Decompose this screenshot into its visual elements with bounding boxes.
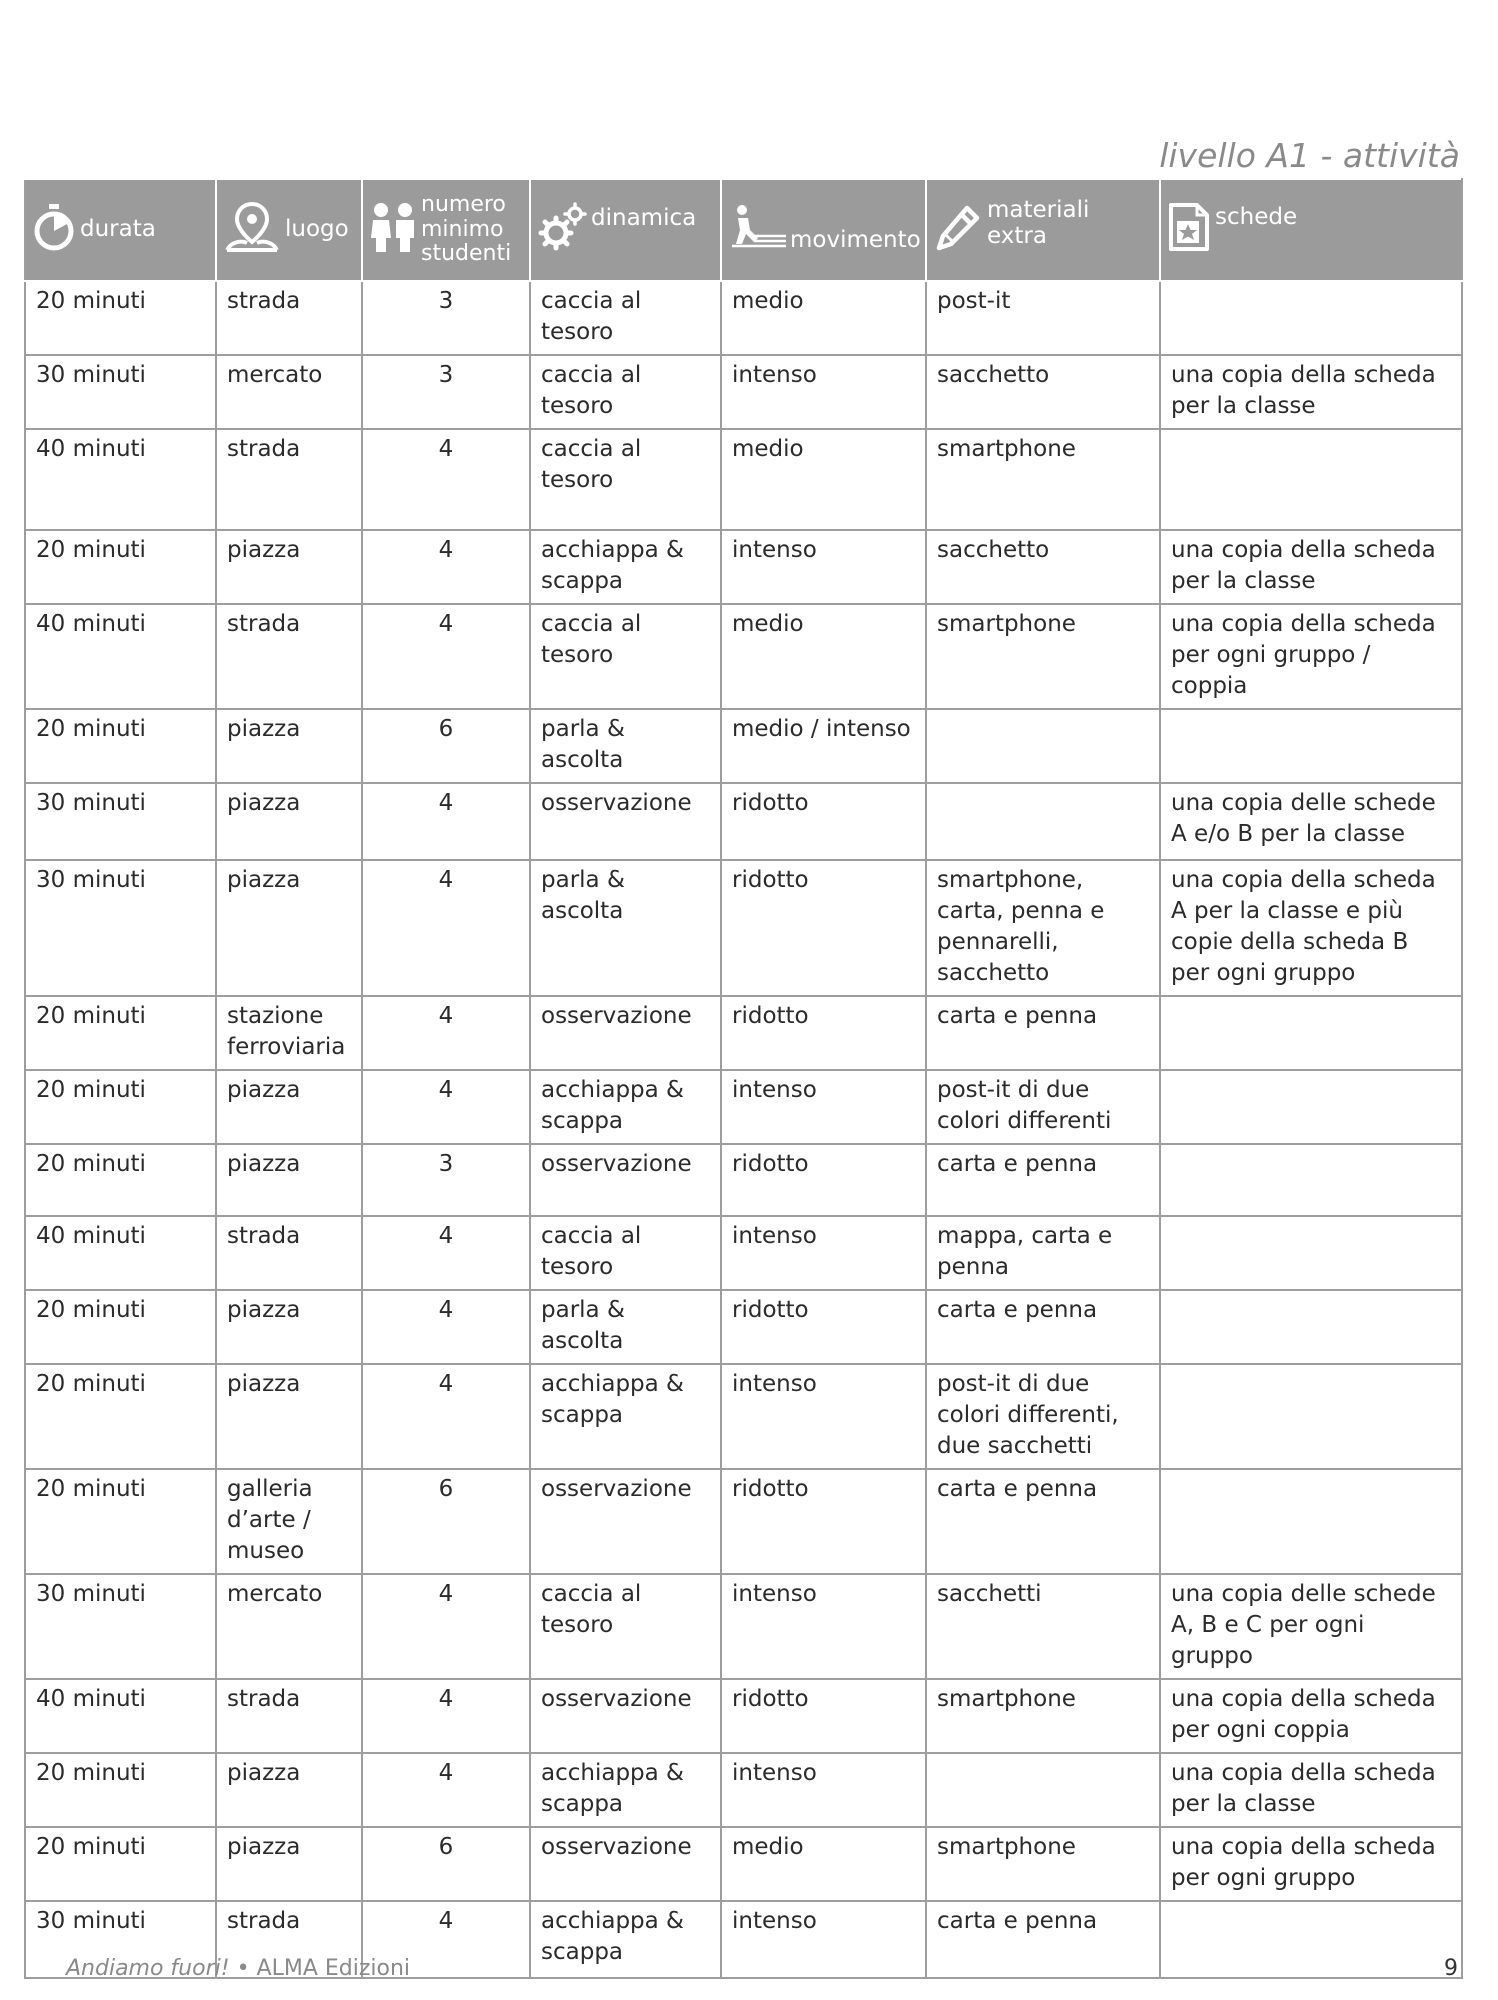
numero-cell: 6 [362,1827,530,1901]
footer-separator: • [236,1956,250,1981]
header-luogo [216,179,362,281]
schede-cell [1160,1216,1462,1290]
materiali-cell: sacchetti [926,1574,1160,1679]
durata-cell: 30 minuti [25,783,216,860]
table-row [25,1364,1462,1469]
materiali-cell: smartphone [926,1679,1160,1753]
durata-cell: 30 minuti [25,355,216,429]
footer-book-title: Andiamo fuori! [66,1956,230,1981]
schede-cell [1160,281,1462,355]
materiali-cell: carta e penna [926,1144,1160,1216]
schede-cell [1160,1364,1462,1469]
luogo-cell: piazza [216,783,362,860]
movimento-cell: medio [721,429,926,530]
schede-cell [1160,1901,1462,1978]
table-row [25,281,1462,355]
numero-cell: 6 [362,1469,530,1574]
dinamica-cell: parla & ascolta [530,860,721,996]
schede-cell [1160,429,1462,530]
durata-cell: 30 minuti [25,1574,216,1679]
movimento-cell: ridotto [721,1679,926,1753]
durata-cell: 40 minuti [25,604,216,709]
luogo-cell: piazza [216,1364,362,1469]
dinamica-cell: osservazione [530,1469,721,1574]
luogo-cell: strada [216,1216,362,1290]
materiali-cell: smartphone, carta, penna e pennarelli, sacchetto [926,860,1160,996]
schede-cell: una copia della scheda per ogni gruppo / coppia [1160,604,1462,709]
dinamica-cell: acchiappa & scappa [530,1753,721,1827]
numero-cell: 3 [362,1144,530,1216]
materiali-cell [926,783,1160,860]
luogo-cell: strada [216,604,362,709]
movimento-cell: intenso [721,1070,926,1144]
dinamica-cell: caccia al tesoro [530,1574,721,1679]
table-row [25,355,1462,429]
schede-cell [1160,1469,1462,1574]
durata-cell: 20 minuti [25,996,216,1070]
schede-cell: una copia delle schede A, B e C per ogni gruppo [1160,1574,1462,1679]
table-row [25,1753,1462,1827]
dinamica-cell: parla & ascolta [530,709,721,783]
materiali-cell: mappa, carta e penna [926,1216,1160,1290]
schede-cell [1160,996,1462,1070]
durata-cell: 30 minuti [25,1901,216,1978]
header-dinamica [530,179,721,281]
table-row [25,1216,1462,1290]
luogo-cell: piazza [216,860,362,996]
numero-cell: 4 [362,1901,530,1978]
materiali-cell: carta e penna [926,1901,1160,1978]
table-row [25,1070,1462,1144]
numero-cell: 4 [362,1574,530,1679]
running-person-icon [728,204,786,256]
header-schede [1160,179,1462,281]
materiali-cell: smartphone [926,429,1160,530]
header-label: numero minimo studenti [421,192,512,267]
dinamica-cell: parla & ascolta [530,1290,721,1364]
dinamica-cell: osservazione [530,1144,721,1216]
materiali-cell: smartphone [926,604,1160,709]
durata-cell: 20 minuti [25,1144,216,1216]
numero-cell: 4 [362,1364,530,1469]
table-row [25,429,1462,530]
table-row [25,1679,1462,1753]
durata-cell: 20 minuti [25,530,216,604]
map-pin-icon [223,200,281,260]
movimento-cell: medio [721,604,926,709]
dinamica-cell: osservazione [530,783,721,860]
movimento-cell: ridotto [721,1290,926,1364]
durata-cell: 40 minuti [25,429,216,530]
footer-publisher: ALMA Edizioni [256,1956,411,1981]
movimento-cell: intenso [721,1574,926,1679]
movimento-cell: ridotto [721,1144,926,1216]
numero-cell: 4 [362,1290,530,1364]
gears-icon [537,202,587,258]
numero-cell: 4 [362,1679,530,1753]
luogo-cell: mercato [216,355,362,429]
luogo-cell: piazza [216,1144,362,1216]
table-row [25,530,1462,604]
dinamica-cell: caccia al tesoro [530,604,721,709]
table-header-row [25,179,1462,281]
materiali-cell: carta e penna [926,1469,1160,1574]
header-materiali [926,179,1160,281]
schede-cell [1160,1144,1462,1216]
durata-cell: 20 minuti [25,1070,216,1144]
movimento-cell: medio / intenso [721,709,926,783]
header-numero [362,179,530,281]
durata-cell: 20 minuti [25,1290,216,1364]
durata-cell: 40 minuti [25,1679,216,1753]
table-row [25,604,1462,709]
movimento-cell: intenso [721,1364,926,1469]
materiali-cell: carta e penna [926,1290,1160,1364]
materiali-cell: carta e penna [926,996,1160,1070]
students-icon [369,200,417,260]
table-body [25,281,1462,1978]
numero-cell: 4 [362,860,530,996]
numero-cell: 4 [362,1753,530,1827]
movimento-cell: ridotto [721,783,926,860]
durata-cell: 30 minuti [25,860,216,996]
table-row [25,1469,1462,1574]
dinamica-cell: acchiappa & scappa [530,1901,721,1978]
dinamica-cell: osservazione [530,1679,721,1753]
numero-cell: 4 [362,604,530,709]
header-durata [25,179,216,281]
materiali-cell: post-it di due colori differenti [926,1070,1160,1144]
numero-cell: 3 [362,281,530,355]
luogo-cell: strada [216,1901,362,1978]
table-row [25,709,1462,783]
schede-cell: una copia della scheda per ogni gruppo [1160,1827,1462,1901]
header-label: materiali extra [987,197,1090,249]
table-row [25,996,1462,1070]
schede-cell: una copia della scheda A per la classe e più copie della scheda B per ogni gruppo [1160,860,1462,996]
numero-cell: 6 [362,709,530,783]
durata-cell: 20 minuti [25,281,216,355]
dinamica-cell: acchiappa & scappa [530,1070,721,1144]
table-row [25,1290,1462,1364]
luogo-cell: piazza [216,1753,362,1827]
header-label: movimento [790,227,921,254]
footer-publication [66,1956,410,1981]
numero-cell: 4 [362,530,530,604]
numero-cell: 3 [362,355,530,429]
movimento-cell: ridotto [721,996,926,1070]
durata-cell: 40 minuti [25,1216,216,1290]
dinamica-cell: osservazione [530,1827,721,1901]
luogo-cell: strada [216,281,362,355]
movimento-cell: intenso [721,1901,926,1978]
schede-cell: una copia della scheda per la classe [1160,530,1462,604]
header-label: durata [80,216,156,243]
durata-cell: 20 minuti [25,1469,216,1574]
header-label: dinamica [591,205,697,231]
schede-cell: una copia della scheda per ogni coppia [1160,1679,1462,1753]
movimento-cell: medio [721,1827,926,1901]
table-row [25,1144,1462,1216]
activities-table [24,178,1463,1979]
numero-cell: 4 [362,1216,530,1290]
luogo-cell: galleria d’arte / museo [216,1469,362,1574]
luogo-cell: stazione ferroviaria [216,996,362,1070]
materiali-cell: sacchetto [926,355,1160,429]
luogo-cell: strada [216,429,362,530]
luogo-cell: strada [216,1679,362,1753]
luogo-cell: piazza [216,1290,362,1364]
schede-cell [1160,1290,1462,1364]
dinamica-cell: caccia al tesoro [530,429,721,530]
durata-cell: 20 minuti [25,1753,216,1827]
materiali-cell: post-it [926,281,1160,355]
movimento-cell: ridotto [721,860,926,996]
worksheet-icon [1167,201,1211,259]
dinamica-cell: acchiappa & scappa [530,530,721,604]
schede-cell [1160,709,1462,783]
page-number: 9 [1444,1956,1458,1981]
materiali-cell [926,1753,1160,1827]
page-title: livello A1 - attività [1159,136,1460,175]
table-row [25,1574,1462,1679]
schede-cell [1160,1070,1462,1144]
table-row [25,783,1462,860]
header-label: luogo [285,216,349,243]
dinamica-cell: caccia al tesoro [530,281,721,355]
schede-cell: una copia della scheda per la classe [1160,355,1462,429]
movimento-cell: intenso [721,1216,926,1290]
stopwatch-icon [32,202,76,258]
materiali-cell: smartphone [926,1827,1160,1901]
dinamica-cell: caccia al tesoro [530,1216,721,1290]
luogo-cell: piazza [216,530,362,604]
numero-cell: 4 [362,429,530,530]
movimento-cell: intenso [721,355,926,429]
materiali-cell [926,709,1160,783]
movimento-cell: ridotto [721,1469,926,1574]
dinamica-cell: acchiappa & scappa [530,1364,721,1469]
luogo-cell: piazza [216,1827,362,1901]
movimento-cell: intenso [721,530,926,604]
numero-cell: 4 [362,783,530,860]
luogo-cell: piazza [216,709,362,783]
luogo-cell: mercato [216,1574,362,1679]
numero-cell: 4 [362,1070,530,1144]
durata-cell: 20 minuti [25,1827,216,1901]
materiali-cell: sacchetto [926,530,1160,604]
schede-cell: una copia delle schede A e/o B per la classe [1160,783,1462,860]
dinamica-cell: osservazione [530,996,721,1070]
pencil-icon [933,202,983,258]
schede-cell: una copia della scheda per la classe [1160,1753,1462,1827]
table-row [25,860,1462,996]
movimento-cell: intenso [721,1753,926,1827]
durata-cell: 20 minuti [25,1364,216,1469]
header-movimento [721,179,926,281]
numero-cell: 4 [362,996,530,1070]
table-row [25,1827,1462,1901]
dinamica-cell: caccia al tesoro [530,355,721,429]
movimento-cell: medio [721,281,926,355]
header-label: schede [1215,204,1298,230]
durata-cell: 20 minuti [25,709,216,783]
luogo-cell: piazza [216,1070,362,1144]
materiali-cell: post-it di due colori differenti, due sacchetti [926,1364,1160,1469]
